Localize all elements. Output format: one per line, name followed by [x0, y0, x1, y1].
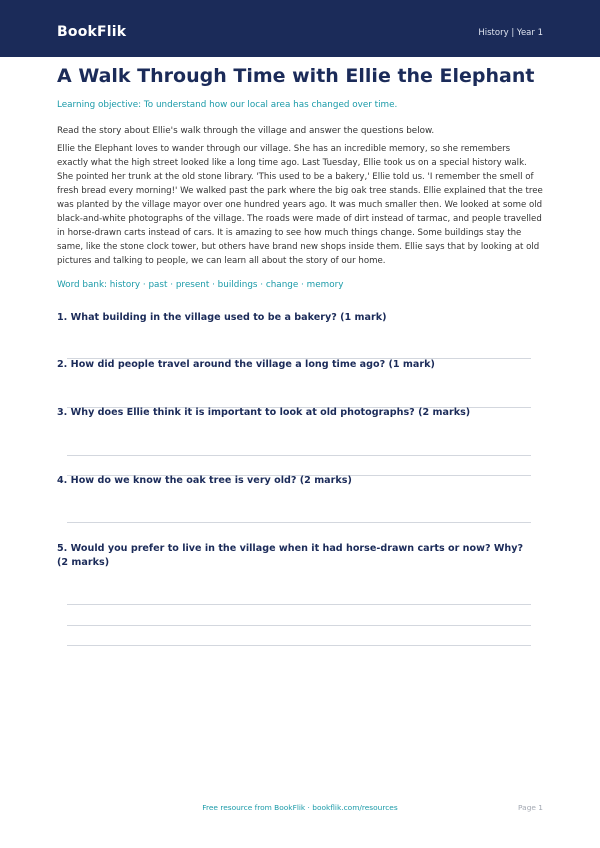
answer-line[interactable] — [67, 455, 531, 456]
subject-year-label: History | Year 1 — [478, 28, 543, 38]
word-bank: Word bank: history · past · present · buildings · change · memory — [57, 280, 344, 290]
answer-line[interactable] — [67, 645, 531, 646]
worksheet-title: A Walk Through Time with Ellie the Elephant — [57, 65, 535, 87]
question-5: 5. Would you prefer to live in the village when it had horse-drawn carts or now? Why? (2 marks) — [57, 543, 524, 568]
question-2: 2. How did people travel around the village a long time ago? (1 mark) — [57, 359, 435, 370]
question-3: 3. Why does Ellie think it is important to look at old photographs? (2 marks) — [57, 407, 471, 418]
learning-objective: Learning objective: To understand how our local area has changed over time. — [57, 100, 398, 110]
instructions: Read the story about Ellie's walk through the village and answer the questions below. — [57, 126, 435, 136]
brand-logo: BookFlik — [57, 24, 127, 40]
page-number: Page 1 — [518, 803, 543, 812]
answer-line[interactable] — [67, 625, 531, 626]
answer-line[interactable] — [67, 604, 531, 605]
story-text: Ellie the Elephant loves to wander through our village. She has an incredible memory, so she remembers exactly what the high street looked like a long time ago. Last Tuesday, Ellie took us on a special history walk. She pointed her trunk at the old stone library. 'This used to be a bakery,' Ellie told us. 'I remember the smell of fresh bread every morning!' We walked past the park where the big oak tree stands. Ellie explained that the tree was planted by the village mayor over one hundred years ago. It was much smaller then. We looked at some old black-and-white photographs of the village. The roads were made of dirt instead of tarmac, and people travelled in horse-drawn carts instead of cars. It is amazing to see how much things change. Some buildings stay the same, like the stone clock tower, but others have brand new shops inside them. Ellie says that by looking at old pictures and talking to people, we can learn all about the story of our home. — [57, 144, 543, 266]
answer-line[interactable] — [67, 522, 531, 523]
page-header — [0, 0, 600, 57]
footer-credit: Free resource from BookFlik · bookflik.com/resources — [202, 803, 398, 812]
question-4: 4. How do we know the oak tree is very old? (2 marks) — [57, 475, 352, 486]
question-1: 1. What building in the village used to be a bakery? (1 mark) — [57, 312, 387, 323]
